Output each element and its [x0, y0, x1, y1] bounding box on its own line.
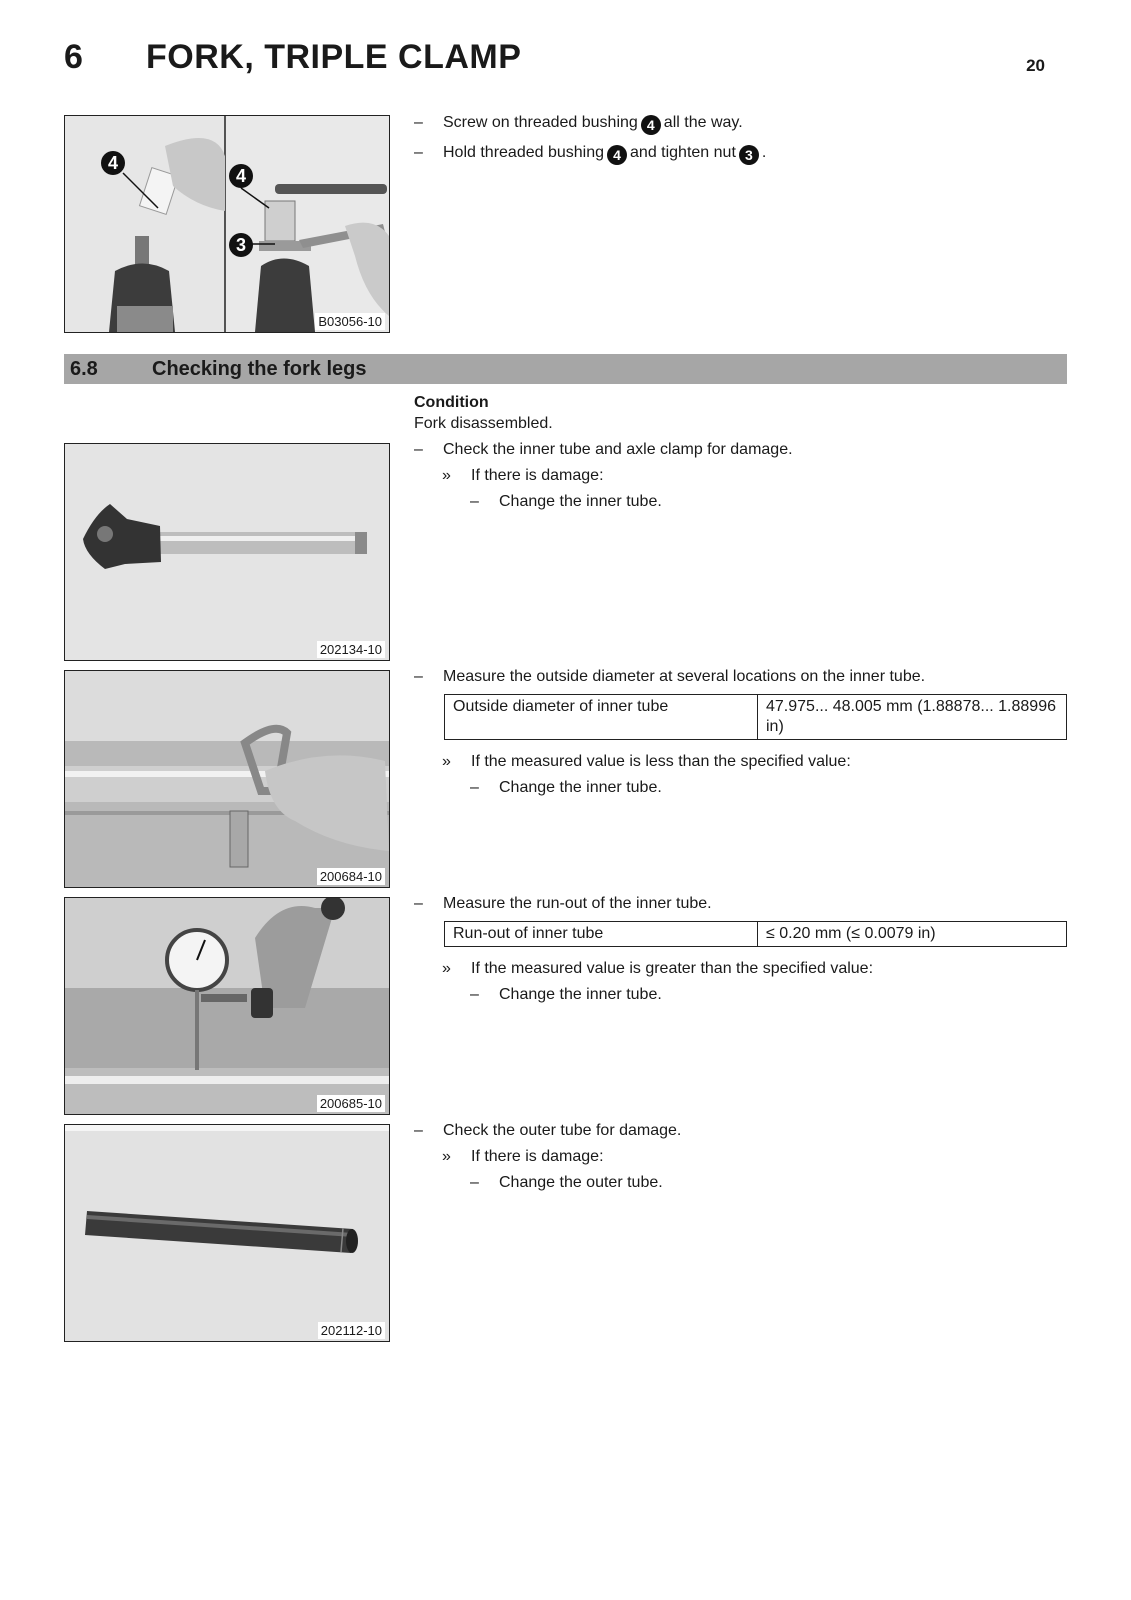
table-row — [445, 695, 1067, 740]
step-text: all the way. — [663, 114, 743, 131]
step-check-inner-tube: Check the inner tube and axle clamp for damage. — [443, 441, 793, 458]
page-number: 20 — [1026, 56, 1045, 75]
step-measure-diameter: Measure the outside diameter at several locations on the inner tube. — [443, 668, 926, 685]
result-marker: » — [442, 1148, 451, 1165]
result-condition: If the measured value is less than the specified value: — [471, 753, 851, 770]
spec-table-runout — [444, 921, 1067, 947]
step-check-outer-tube: Check the outer tube for damage. — [443, 1122, 682, 1139]
figure-threaded-bushing-illustration — [65, 116, 389, 332]
figure-inner-tube — [64, 443, 390, 661]
callout-4: 4 — [641, 115, 661, 135]
callout-4: 4 — [607, 145, 627, 165]
step-dash: – — [414, 668, 423, 685]
action-change-outer-tube: Change the outer tube. — [499, 1174, 663, 1191]
step-text: Screw on threaded bushing — [443, 114, 638, 131]
figure-code: B03056-10 — [315, 313, 385, 330]
chapter-title: FORK, TRIPLE CLAMP — [146, 38, 522, 76]
figure-callout-4-left: 4 — [101, 151, 125, 175]
figure-code: 200685-10 — [317, 1095, 385, 1112]
section-number: 6.8 — [70, 358, 98, 380]
callout-3: 3 — [739, 145, 759, 165]
condition-label: Condition — [414, 394, 489, 411]
figure-callout-4-right: 4 — [229, 164, 253, 188]
step-text: Hold threaded bushing — [443, 144, 605, 161]
result-marker: » — [442, 753, 451, 770]
action-dash: – — [470, 779, 479, 796]
action-change-inner-tube: Change the inner tube. — [499, 779, 662, 796]
figure-outer-tube — [64, 1124, 390, 1342]
step-dash: – — [414, 144, 423, 161]
figure-threaded-bushing — [64, 115, 390, 333]
step-dash: – — [414, 895, 423, 912]
spec-table-outside-diameter — [444, 694, 1067, 740]
step-dash: – — [414, 114, 423, 131]
figure-callout-3: 3 — [229, 233, 253, 257]
action-dash: – — [470, 1174, 479, 1191]
step-text: . — [761, 144, 767, 161]
action-change-inner-tube: Change the inner tube. — [499, 986, 662, 1003]
figure-micrometer — [64, 670, 390, 888]
result-condition: If there is damage: — [471, 467, 604, 484]
result-condition: If there is damage: — [471, 1148, 604, 1165]
figure-outer-tube-illustration — [65, 1125, 389, 1341]
condition-value: Fork disassembled. — [414, 415, 553, 432]
spec-value: ≤ 0.20 mm (≤ 0.0079 in) — [758, 922, 1067, 947]
result-marker: » — [442, 467, 451, 484]
step-tighten-nut — [443, 143, 766, 165]
step-screw-bushing — [443, 113, 743, 135]
step-dash: – — [414, 1122, 423, 1139]
chapter-number: 6 — [64, 38, 83, 76]
step-dash: – — [414, 441, 423, 458]
result-marker: » — [442, 960, 451, 977]
spec-value: 47.975... 48.005 mm (1.88878... 1.88996 in) — [758, 695, 1067, 740]
step-text: and tighten nut — [630, 144, 736, 161]
figure-code: 202112-10 — [318, 1322, 385, 1339]
figure-code: 200684-10 — [317, 868, 385, 885]
figure-code: 202134-10 — [317, 641, 385, 658]
spec-label: Outside diameter of inner tube — [445, 695, 758, 740]
step-measure-runout: Measure the run-out of the inner tube. — [443, 895, 712, 912]
figure-dial-gauge-illustration — [65, 898, 389, 1114]
table-row — [445, 922, 1067, 947]
figure-micrometer-illustration — [65, 671, 389, 887]
spec-label: Run-out of inner tube — [445, 922, 758, 947]
section-header — [64, 354, 1067, 384]
action-dash: – — [470, 493, 479, 510]
figure-inner-tube-illustration — [65, 444, 389, 660]
result-condition: If the measured value is greater than the specified value: — [471, 960, 874, 977]
action-change-inner-tube: Change the inner tube. — [499, 493, 662, 510]
section-title: Checking the fork legs — [152, 358, 367, 380]
figure-dial-gauge — [64, 897, 390, 1115]
action-dash: – — [470, 986, 479, 1003]
